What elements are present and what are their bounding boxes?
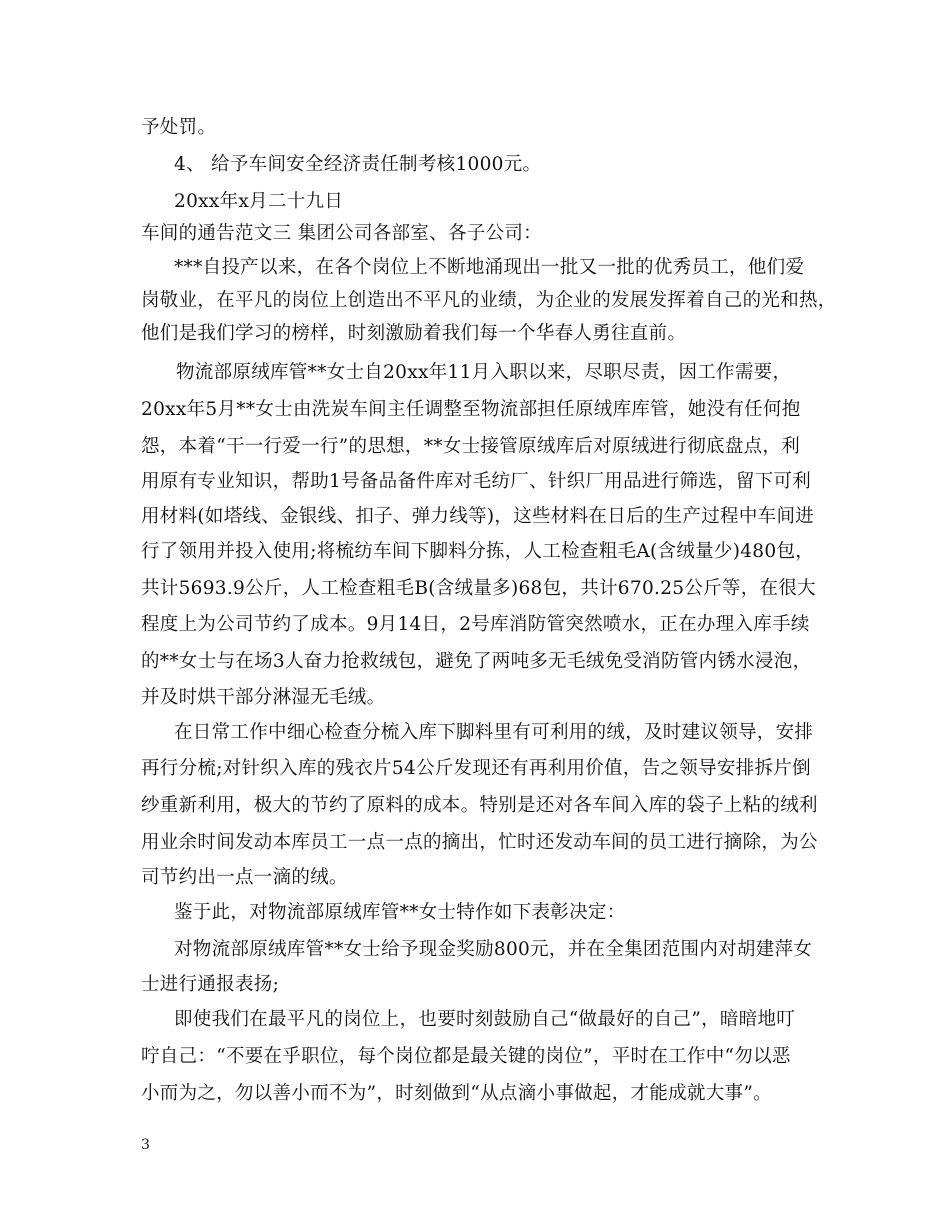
text-line-17: 并及时烘干部分淋湿无毛绒。 <box>141 687 386 708</box>
text-line-2: 4、 给予车间安全经济责任制考核1000元。 <box>174 154 542 175</box>
text-line-8: 物流部原绒库管**女士自20xx年11月入职以来，尽职尽责，因工作需要， <box>176 362 792 383</box>
text-line-28: 小而为之，勿以善小而不为”，时刻做到“从点滴小事做起，才能成就大事”。 <box>141 1083 772 1104</box>
text-line-18: 在日常工作中细心检查分梳入库下脚料里有可利用的绒，及时建议领导，安排 <box>174 722 814 743</box>
text-line-12: 用材料(如塔线、金银线、扣子、弹力线等)，这些材料在日后的生产过程中车间进 <box>141 506 815 527</box>
text-line-19: 再行分梳;对针织入库的残衣片54公斤发现还有再利用价值，告之领导安排拆片倒 <box>141 758 811 779</box>
text-line-9: 20xx年5月**女士由洗炭车间主任调整至物流部担任原绒库库管，她没有任何抱 <box>141 399 801 420</box>
text-line-22: 司节约出一点一滴的绒。 <box>141 867 348 888</box>
text-line-23: 鉴于此，对物流部原绒库管**女士特作如下表彰决定： <box>174 902 626 923</box>
text-line-15: 程度上为公司节约了成本。9月14日，2号库消防管突然喷水，正在办理入库手续 <box>141 614 810 635</box>
page-number: 3 <box>141 1137 150 1153</box>
text-line-4: 车间的通告范文三 集团公司各部室、各子公司： <box>141 223 542 244</box>
text-line-21: 用业余时间发动本库员工一点一点的摘出，忙时还发动车间的员工进行摘除，为公 <box>141 832 818 853</box>
text-line-7: 他们是我们学习的榜样，时刻激励着我们每一个华春人勇往直前。 <box>141 323 687 344</box>
text-line-16: 的**女士与在场3人奋力抢救绒包，避免了两吨多无毛绒免受消防管内锈水浸泡， <box>141 651 812 672</box>
text-line-27: 咛自己：“不要在乎职位，每个岗位都是最关键的岗位”，平时在工作中“勿以恶 <box>141 1046 791 1067</box>
text-line-6: 岗敬业，在平凡的岗位上创造出不平凡的业绩，为企业的发展发挥着自己的光和热， <box>141 290 837 311</box>
text-line-11: 用原有专业知识，帮助1号备品备件库对毛纺厂、针织厂用品进行筛选，留下可利 <box>141 471 812 492</box>
text-line-5: ***自投产以来，在各个岗位上不断地涌现出一批又一批的优秀员工，他们爱 <box>174 257 805 278</box>
text-line-10: 怨，本着“干一行爱一行”的思想，**女士接管原绒库后对原绒进行彻底盘点，利 <box>141 436 801 457</box>
text-line-3: 20xx年x月二十九日 <box>174 191 344 212</box>
text-line-26: 即使我们在最平凡的岗位上，也要时刻鼓励自己“做最好的自己”，暗暗地叮 <box>174 1009 796 1030</box>
text-line-25: 士进行通报表扬; <box>141 974 280 995</box>
text-line-20: 纱重新利用，极大的节约了原料的成本。特别是还对各车间入库的袋子上粘的绒利 <box>141 795 818 816</box>
text-line-24: 对物流部原绒库管**女士给予现金奖励800元，并在全集团范围内对胡建萍女 <box>174 939 813 960</box>
text-line-13: 行了领用并投入使用;将梳纺车间下脚料分拣，人工检查粗毛A(含绒量少)480包， <box>141 541 815 562</box>
text-line-14: 共计5693.9公斤，人工检查粗毛B(含绒量多)68包，共计670.25公斤等，在很大 <box>141 578 816 599</box>
text-line-1: 予处罚。 <box>141 117 217 138</box>
